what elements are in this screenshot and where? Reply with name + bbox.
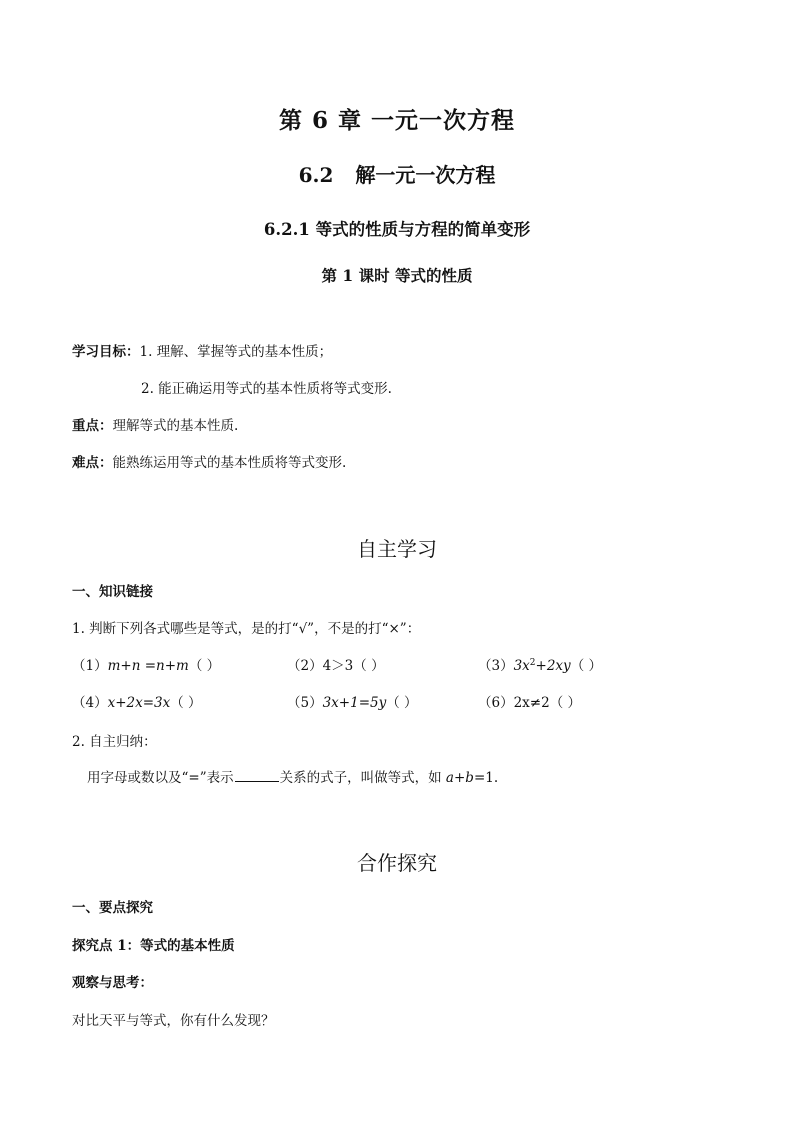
section-title: [0, 159, 794, 188]
item-expression-part: +2xy: [535, 658, 571, 674]
judge-item-6: [478, 691, 581, 711]
summary-expression: a+b: [445, 770, 474, 786]
objectives-label: 学习目标：: [72, 344, 140, 360]
item-expression: x+2x=3x: [107, 695, 171, 711]
summary-sentence: [87, 766, 498, 786]
section-number: 6.2: [298, 163, 334, 187]
key-points-heading: 一、要点探究: [72, 900, 153, 916]
answer-blank: （ ）: [170, 695, 202, 711]
question-2: 2. 自主归纳：: [72, 734, 157, 750]
judge-item-4: [72, 691, 202, 711]
answer-blank: （ ）: [353, 658, 385, 674]
item-expression: m+n =n+m: [107, 658, 189, 674]
judge-item-5: [287, 691, 418, 711]
objectives-line-1: [72, 340, 332, 360]
answer-blank: （ ）: [188, 658, 221, 674]
summary-text: =1.: [473, 770, 499, 786]
answer-blank: （ ）: [549, 695, 581, 711]
exponent: 2: [529, 658, 536, 668]
observe-think-label: 观察与思考：: [72, 975, 153, 991]
item-number: （3）: [478, 658, 514, 674]
key-point-text: 理解等式的基本性质.: [112, 418, 239, 434]
section-name: 解一元一次方程: [355, 163, 496, 187]
objective-item-1: 1. 理解、掌握等式的基本性质；: [139, 344, 333, 360]
exploration-point-1: 探究点 1：等式的基本性质: [72, 938, 235, 954]
judge-item-1: [72, 654, 220, 674]
item-expression: 2x≠2: [513, 695, 550, 711]
item-number: （1）: [72, 658, 108, 674]
knowledge-link-heading: 一、知识链接: [72, 584, 153, 600]
judge-item-2: [287, 654, 385, 674]
key-point-line: [72, 414, 238, 434]
difficulty-line: [72, 451, 346, 471]
item-number: （6）: [478, 695, 514, 711]
fill-in-blank[interactable]: [235, 767, 279, 782]
answer-blank: （ ）: [570, 658, 602, 674]
chapter-title: 第 6 章 一元一次方程: [278, 107, 516, 134]
self-study-heading: 自主学习: [357, 537, 437, 561]
key-point-label: 重点：: [72, 418, 113, 434]
item-expression-part: 3x: [513, 658, 530, 674]
summary-text: 用字母或数以及“=”表示: [87, 770, 234, 786]
difficulty-text: 能熟练运用等式的基本性质将等式变形.: [112, 455, 347, 471]
item-number: （5）: [287, 695, 323, 711]
item-number: （4）: [72, 695, 108, 711]
discovery-question: 对比天平与等式，你有什么发现？: [72, 1013, 275, 1029]
item-expression: 4＞3: [322, 658, 354, 674]
question-1: 1. 判断下列各式哪些是等式，是的打“√”，不是的打“×”：: [72, 621, 421, 637]
judge-item-3: [478, 654, 602, 674]
objective-item-2: 2. 能正确运用等式的基本性质将等式变形.: [141, 381, 392, 397]
difficulty-label: 难点：: [72, 455, 113, 471]
cooperation-heading: 合作探究: [357, 851, 437, 875]
subsection-title: 6.2.1 等式的性质与方程的简单变形: [263, 220, 531, 239]
summary-text: 关系的式子，叫做等式，如: [279, 770, 446, 786]
item-expression: 3x+1=5y: [322, 695, 387, 711]
lesson-title: 第 1 课时 等式的性质: [321, 266, 473, 285]
answer-blank: （ ）: [386, 695, 418, 711]
item-number: （2）: [287, 658, 323, 674]
